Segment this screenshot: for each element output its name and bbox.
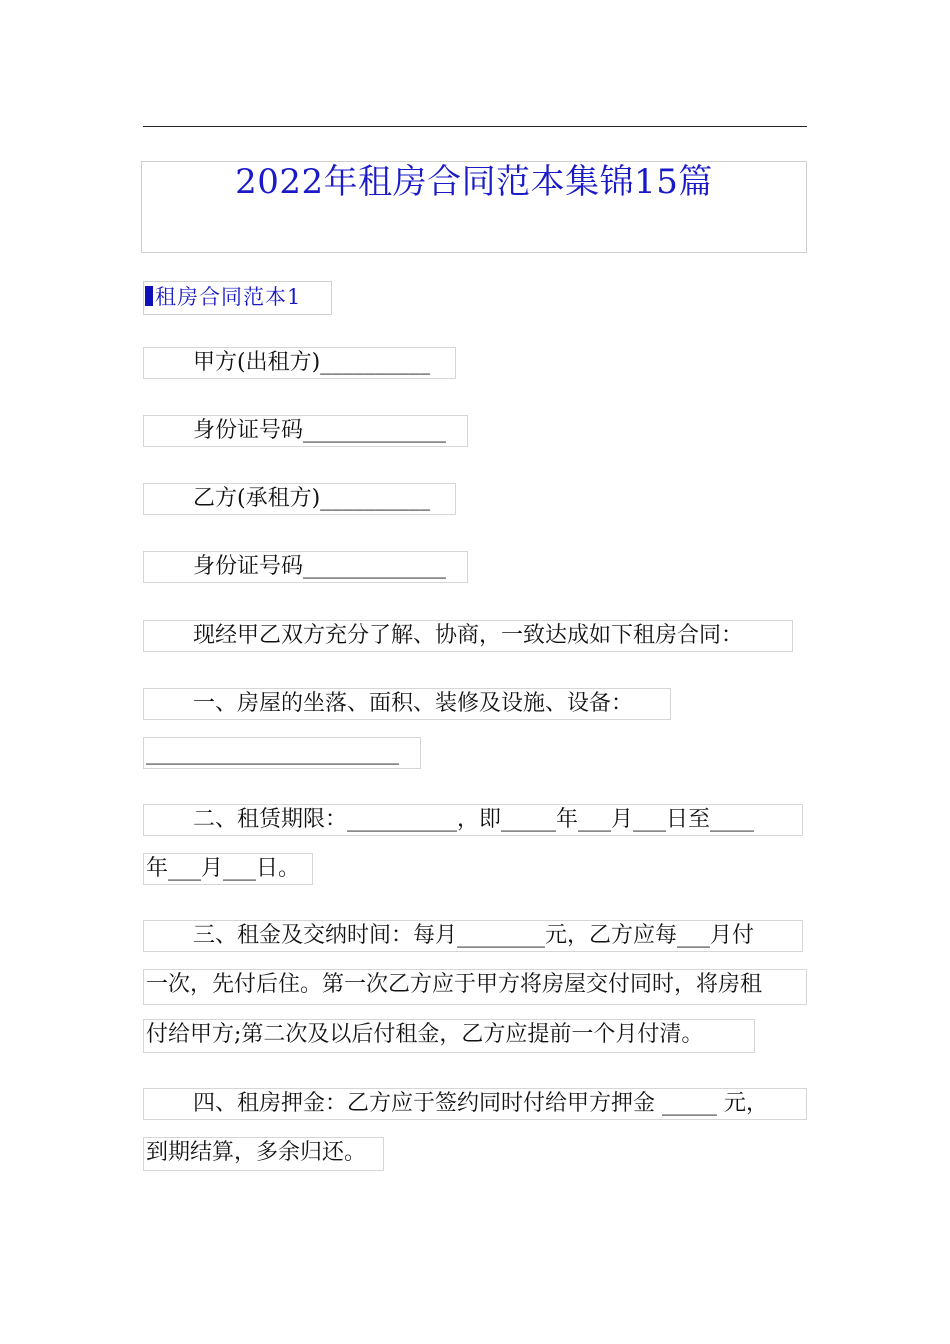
party-a-id-line: 身份证号码_____________ [143, 415, 468, 447]
clause-4-line-1: 四、租房押金：乙方应于签约同时付给甲方押金 _____ 元， [143, 1088, 807, 1120]
clause-1-heading: 一、房屋的坐落、面积、装修及设施、设备： [143, 688, 671, 720]
section-heading-box [143, 281, 332, 315]
clause-3-line-1: 三、租金及交纳时间：每月________元，乙方应每___月付 [143, 920, 803, 952]
clause-1-blank: _______________________ [143, 737, 421, 769]
section-marker [145, 286, 153, 306]
party-b-id-line: 身份证号码_____________ [143, 551, 468, 583]
clause-3-line-2: 一次，先付后住。第一次乙方应于甲方将房屋交付同时，将房租 [143, 969, 807, 1005]
section-title: 租房合同范本1 [155, 285, 302, 309]
party-a-line: 甲方(出租方)__________ [143, 347, 456, 379]
agreement-intro: 现经甲乙双方充分了解、协商，一致达成如下租房合同： [143, 620, 793, 652]
title-box [141, 161, 807, 253]
clause-2-line-1: 二、租赁期限：__________，即_____年___月___日至____ [143, 804, 803, 836]
clause-4-line-2: 到期结算，多余归还。 [143, 1137, 384, 1171]
clause-2-line-2: 年___月___日。 [143, 853, 313, 885]
clause-3-line-3: 付给甲方;第二次及以后付租金，乙方应提前一个月付清。 [143, 1019, 755, 1053]
party-b-line: 乙方(承租方)__________ [143, 483, 456, 515]
document-title: 2022年租房合同范本集锦15篇 [235, 162, 713, 202]
top-rule [143, 126, 807, 127]
